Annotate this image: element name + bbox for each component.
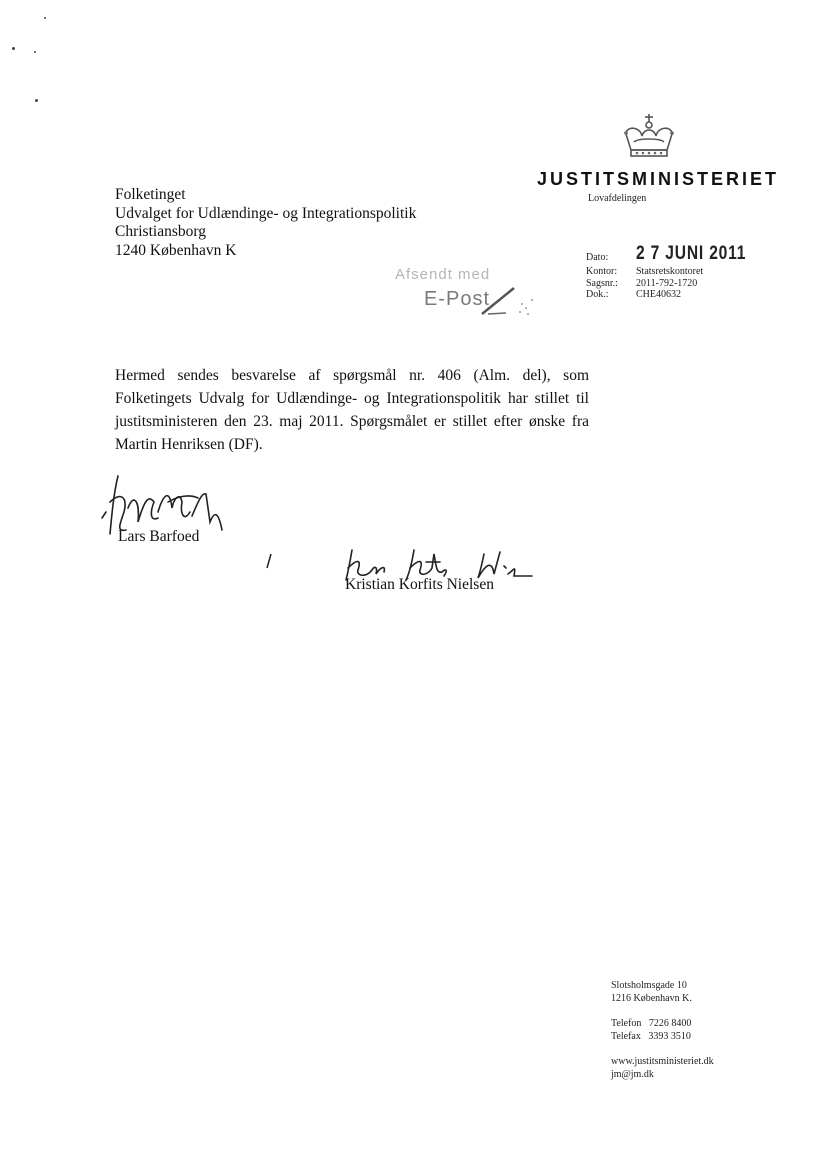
recipient-address: [115, 186, 416, 260]
meta-row-date: [586, 244, 770, 263]
scan-speck: [12, 47, 15, 50]
office-value: Statsretskontoret: [636, 266, 704, 277]
footer-phone: Telefon 7226 8400: [611, 1018, 692, 1029]
case-value: 2011-792-1720: [636, 277, 698, 289]
stamp-slash-mark: [472, 282, 542, 322]
doc-value: CHE40632: [636, 289, 681, 300]
recipient-line: Christiansborg: [115, 223, 206, 240]
meta-row-case: [586, 278, 770, 290]
footer-city: 1216 København K.: [611, 992, 692, 1004]
footer-web-link[interactable]: www.justitsministeriet.dk: [611, 1056, 714, 1067]
footer-fax: Telefax 3393 3510: [611, 1030, 691, 1042]
recipient-line: 1240 København K: [115, 241, 237, 259]
recipient-line: Folketinget: [115, 186, 186, 203]
scan-speck: [34, 51, 36, 53]
date-stamp: 2 7 JUNI 2011: [636, 243, 747, 264]
meta-row-office: [586, 266, 770, 278]
stamp-epost-text: E-Post: [424, 288, 491, 310]
department-name: Lovafdelingen: [588, 193, 647, 204]
tick-mark: [265, 552, 273, 570]
date-label: Dato:: [586, 251, 609, 263]
recipient-line: Udvalget for Udlændinge- og Integrationspolitik: [115, 204, 417, 222]
footer-email-link[interactable]: jm@jm.dk: [611, 1068, 654, 1080]
scan-speck: [44, 17, 46, 19]
meta-row-doc: [586, 289, 770, 301]
letter-body: Hermed sendes besvarelse af spørgsmål nr. 406 (Alm. del), som Folketingets Udvalg for Udlændinge- og Integrationspolitik har stillet til justitsministeren den 23. maj 2011. Spørgsmålet er stillet efter ønske fra Martin Henriksen (DF).: [115, 367, 589, 453]
ministry-contact: [611, 980, 714, 1081]
footer-street: Slotsholmsgade 10: [611, 980, 687, 991]
office-label: Kontor:: [586, 266, 618, 277]
ministry-name: JUSTITSMINISTERIET: [537, 169, 780, 189]
case-label: Sagsnr.:: [586, 277, 618, 289]
signatory-name-2: Kristian Korfits Nielsen: [345, 576, 494, 593]
document-meta: [586, 244, 770, 301]
stamp-faint-text: Afsendt med: [395, 266, 491, 283]
doc-label: Dok.:: [586, 289, 609, 300]
scan-speck: [35, 99, 38, 102]
signatory-name-1: Lars Barfoed: [118, 528, 200, 545]
crown-icon: [620, 112, 678, 162]
